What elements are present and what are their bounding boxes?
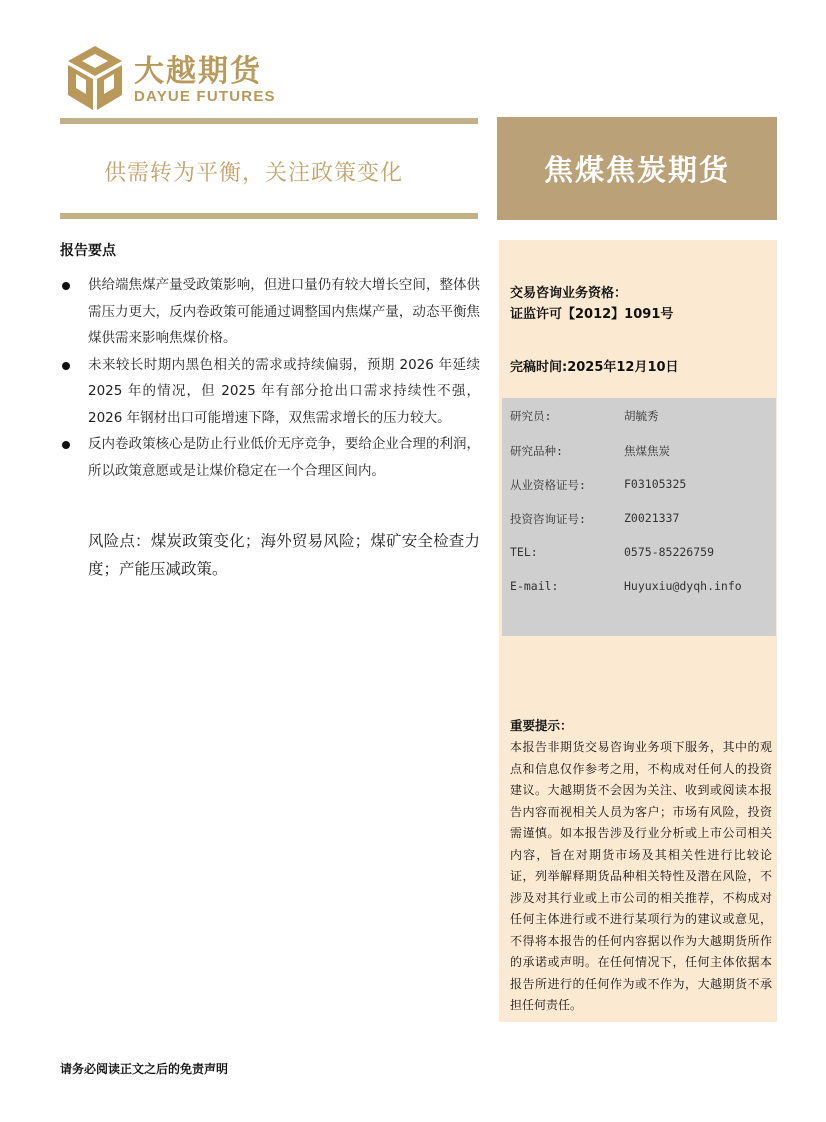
header-divider-bottom [60,213,478,219]
email-link[interactable]: Huyuxiu@dyqh.info [624,579,742,593]
analyst-info-panel [502,398,776,636]
footer-disclaimer: 请务必阅读正文之后的免责声明 [60,1062,229,1076]
info-label: TEL: [510,545,538,559]
summary-heading: 报告要点 [60,243,116,259]
completion-date: 完稿时间:2025年12月10日 [510,360,679,375]
info-label: E-mail: [510,579,559,593]
info-row-analyst [510,408,772,428]
info-label: 研究品种: [510,444,563,458]
notice-title: 重要提示： [510,718,573,733]
info-value: Z0021337 [624,511,680,525]
summary-bullet-text: 供给端焦煤产量受政策影响，但进口量仍有较大增长空间，整体供需压力更大，反内卷政策可能通过调整国内焦煤产量，动态平衡焦煤供需来影响焦煤价格。 [88,277,480,346]
info-label: 从业资格证号: [510,478,586,492]
info-row-consulting [510,511,772,531]
info-row-tel [510,545,772,565]
brand-name-en: DAYUE FUTURES [134,88,276,105]
brand-logo [64,44,294,116]
info-value: 0575-85226759 [624,545,715,559]
summary-bullet [60,272,480,352]
summary-bullet [60,352,480,432]
info-value: 胡毓秀 [624,409,659,423]
info-value: 焦煤焦炭 [624,444,670,458]
info-row-variety [510,443,772,463]
license-number: 证监许可【2012】1091号 [510,307,674,322]
header-divider-top [60,118,478,124]
risk-points: 风险点：煤炭政策变化；海外贸易风险；煤矿安全检查力度；产能压减政策。 [88,532,480,578]
summary-list [60,272,480,484]
summary-bullet-text: 未来较长时期内黑色相关的需求或持续偏弱，预期 2026 年延续 2025 年的情况，但 2025 年有部分抢出口需求持续性不强，2026 年钢材出口可能增速下降，双焦需求增长的压力较大。 [88,356,480,426]
bullet-dot-icon [62,282,70,290]
info-value: F03105325 [624,477,687,491]
summary-bullet-text: 反内卷政策核心是防止行业低价无序竞争，要给企业合理的利润，所以政策意愿或是让煤价稳定在一个合理区间内。 [88,436,480,479]
cube-logo-icon [64,44,126,112]
brand-name-cn: 大越期货 [134,54,262,89]
summary-bullet [60,431,480,484]
notice-body: 本报告非期货交易咨询业务项下服务，其中的观点和信息仅作参考之用，不构成对任何人的投资建议。大越期货不会因为关注、收到或阅读本报告内容而视相关人员为客户；市场有风险，投资需谨慎。如本报告涉及行业分析或上市公司相关内容，旨在对期货市场及其相关性进行比较论证，列举解释期货品种相关特性及潜在风险，不涉及对其行业或上市公司的相关推荐，不构成对任何主体进行或不进行某项行为的建议或意见，不得将本报告的任何内容据以作为大越期货所作的承诺或声明。在任何情况下，任何主体依据本报告所进行的任何作为或不作为，大越期货不承担任何责任。 [510,740,772,1012]
report-category: 焦煤焦炭期货 [497,117,777,220]
report-subtitle: 供需转为平衡，关注政策变化 [104,161,404,186]
info-row-qualification [510,477,772,497]
info-label: 研究员: [510,409,552,423]
bullet-dot-icon [62,441,70,449]
qualification-title: 交易咨询业务资格： [510,286,628,301]
bullet-dot-icon [62,362,70,370]
info-row-email [510,579,772,599]
info-label: 投资咨询证号: [510,512,586,526]
